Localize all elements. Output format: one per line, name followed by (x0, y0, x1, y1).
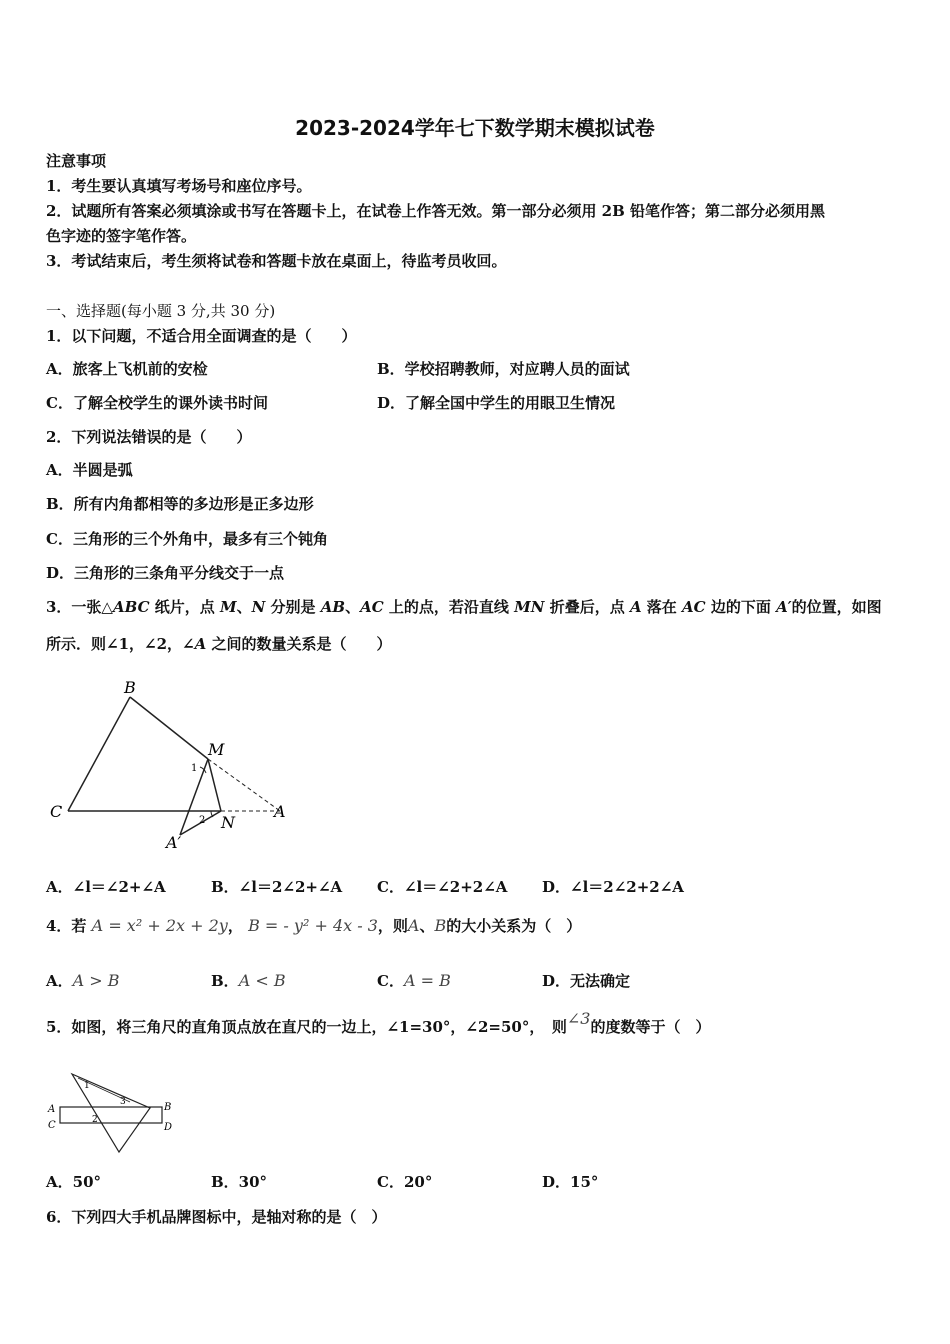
q4-option-a: A．A > B (46, 971, 120, 990)
label-angle-1: 1 (191, 763, 198, 774)
q1-option-a: A．旅客上飞机前的安检 (46, 360, 208, 378)
notice-item-2-cont: 色字迹的签字笔作答。 (46, 227, 197, 245)
q2-option-a: A．半圆是弧 (46, 461, 133, 479)
q1-option-c: C．了解全校学生的课外读书时间 (46, 394, 268, 412)
label-b: B (124, 678, 136, 697)
label-c: C (48, 1120, 56, 1131)
label-angle-2: 2 (199, 815, 206, 826)
q2-stem: 2．下列说法错误的是（ ） (46, 428, 252, 446)
q3-option-c: C．∠l＝∠2+2∠A (377, 878, 508, 896)
section-heading: 一、选择题(每小题 3 分,共 30 分) (46, 302, 276, 320)
q3-option-b: B．∠l＝2∠2+∠A (211, 878, 343, 896)
q4-option-c: C．A = B (377, 971, 451, 990)
q5-stem: 5．如图，将三角尺的直角顶点放在直尺的一边上，∠1=30°，∠2=50°， 则∠3的度数等于（ ） (46, 1009, 711, 1036)
q2-option-c: C．三角形的三个外角中，最多有三个钝角 (46, 530, 328, 548)
q1-option-d: D．了解全国中学生的用眼卫生情况 (377, 394, 616, 412)
label-angle-3: 3 (120, 1097, 126, 1107)
label-b: B (164, 1102, 172, 1113)
q5-option-a: A．50° (46, 1173, 102, 1191)
q4-expr-a: A = x² + 2x + 2y (91, 916, 228, 935)
label-angle-1: 1 (84, 1081, 90, 1091)
q1-option-b: B．学校招聘教师，对应聘人员的面试 (377, 360, 630, 378)
ruler (60, 1107, 162, 1123)
page-title: 2023-2024学年七下数学期末模拟试卷 (295, 116, 655, 140)
label-a-prime: A′ (166, 833, 182, 852)
q5-option-c: C．20° (377, 1173, 433, 1191)
notice-item-1: 1．考生要认真填写考场号和座位序号。 (46, 177, 312, 195)
label-c: C (50, 802, 63, 821)
label-angle-2: 2 (92, 1115, 98, 1125)
q5-option-d: D．15° (542, 1173, 599, 1191)
q3-option-d: D．∠l＝2∠2+2∠A (542, 878, 684, 896)
q4-expr-b: B = - y² + 4x - 3 (248, 916, 378, 935)
label-a: A (274, 802, 286, 821)
notice-item-2: 2．试题所有答案必须填涂或书写在答题卡上，在试卷上作答无效。第一部分必须用 2B 铅笔作答；第二部分必须用黑 (46, 202, 826, 220)
notice-item-3: 3．考试结束后，考生须将试卷和答题卡放在桌面上，待监考员收回。 (46, 252, 507, 270)
q2-option-b: B．所有内角都相等的多边形是正多边形 (46, 495, 314, 513)
q5-option-b: B．30° (211, 1173, 268, 1191)
q5-angle: ∠3 (566, 1009, 591, 1028)
q3-stem-line2: 所示．则∠1，∠2，∠A 之间的数量关系是（ ） (46, 635, 392, 653)
q6-stem: 6．下列四大手机品牌图标中，是轴对称的是（ ） (46, 1208, 387, 1226)
segment-mn (208, 759, 221, 811)
label-m: M (208, 740, 225, 759)
q4-stem: 4．若 A = x² + 2x + 2y， B = - y² + 4x - 3，则A、B的大小关系为（ ） (46, 916, 582, 935)
label-a: A (48, 1104, 56, 1115)
segment-cb (68, 697, 130, 811)
q3-option-a: A．∠l＝∠2+∠A (46, 878, 166, 896)
label-d: D (164, 1122, 173, 1133)
q5-figure (44, 1068, 184, 1158)
segment-bm (130, 697, 208, 759)
label-n: N (221, 813, 235, 832)
q4-option-d: D．无法确定 (542, 972, 631, 990)
notice-heading: 注意事项 (46, 152, 107, 170)
q2-option-d: D．三角形的三条角平分线交于一点 (46, 564, 285, 582)
q4-option-b: B．A < B (211, 971, 286, 990)
q1-stem: 1．以下问题，不适合用全面调查的是（ ） (46, 327, 357, 345)
q3-figure (40, 675, 300, 855)
q3-stem-line1: 3．一张△ABC 纸片，点 M、N 分别是 AB、AC 上的点，若沿直线 MN 折叠后，点 A 落在 AC 边的下面 A′的位置，如图 (46, 598, 882, 616)
